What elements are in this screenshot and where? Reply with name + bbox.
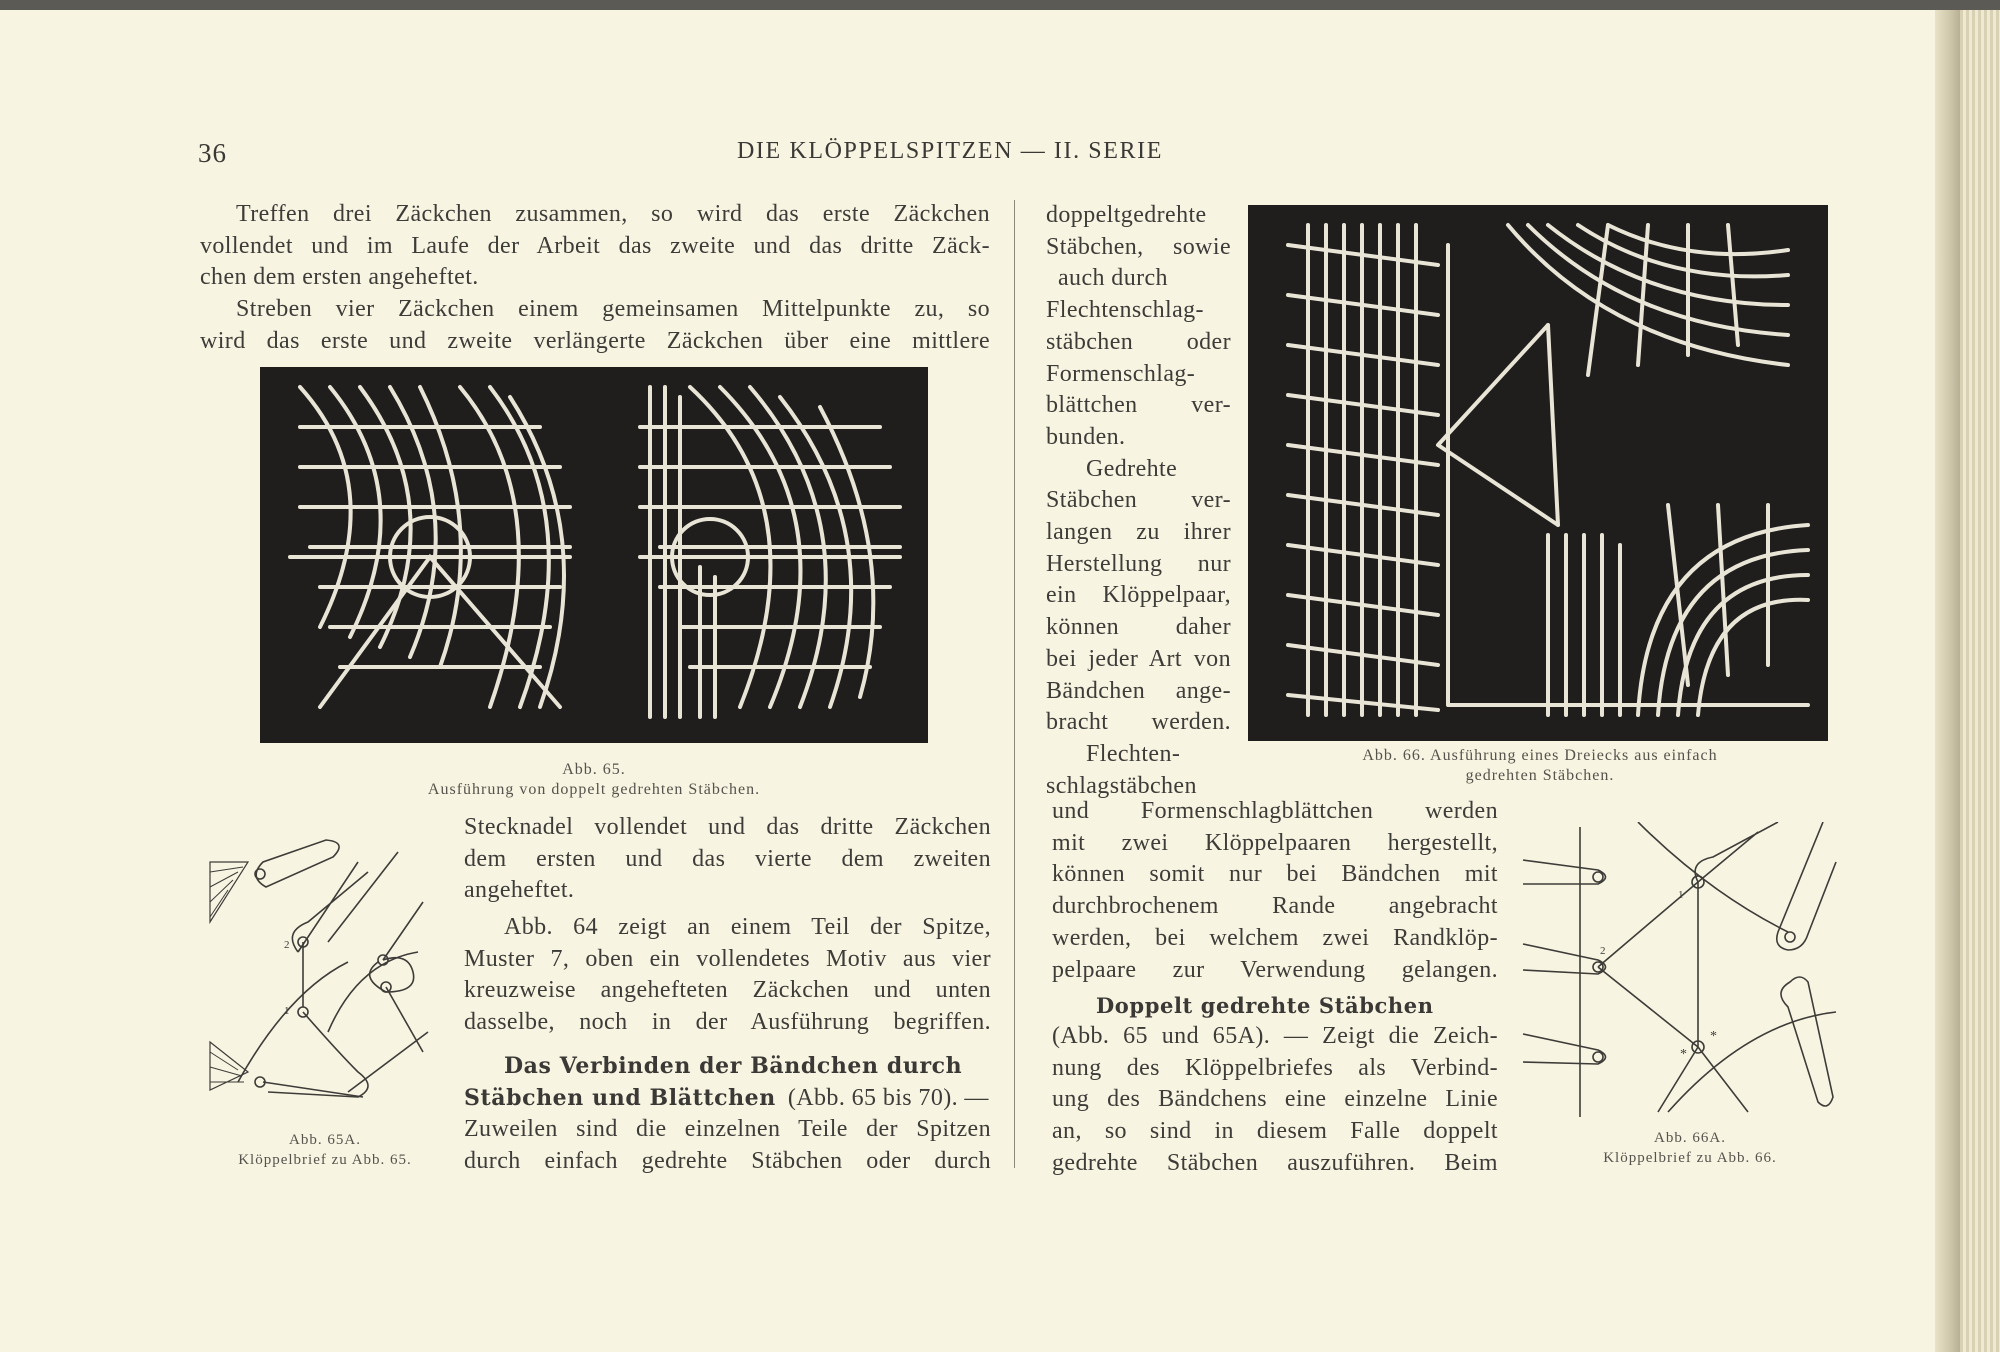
page-edges bbox=[1960, 10, 2000, 1352]
text-line: schlagstäbchen bbox=[1046, 772, 1197, 799]
text-line: Treffen drei Zäckchen zusammen, so wird das erste Zäckchen bbox=[236, 201, 990, 227]
caption-line: Ausführung von doppelt gedrehten Stäbchen. bbox=[427, 781, 761, 798]
text-line: bei jeder Art von bbox=[1046, 645, 1231, 672]
text-line: Herstellung nur bbox=[1046, 550, 1231, 577]
text-line: Stäbchen ver- bbox=[1046, 487, 1231, 514]
section-heading-doppelt: Doppelt gedrehte Stäbchen bbox=[1096, 993, 1434, 1018]
para-4 bbox=[464, 912, 991, 1039]
text-line: bracht werden. bbox=[1046, 709, 1231, 736]
heading-line: Stäbchen und Blättchen bbox=[464, 1085, 776, 1111]
figure-66a-diagram bbox=[1518, 822, 1838, 1124]
text-line: Flechtenschlag- bbox=[1046, 297, 1204, 324]
text-line: (Abb. 65 und 65A). — Zeigt die Zeich- bbox=[1052, 1023, 1498, 1049]
text-line: mit zwei Klöppelpaaren hergestellt, bbox=[1052, 829, 1498, 856]
figure-65-photo bbox=[260, 367, 928, 743]
diagram-label: * bbox=[1680, 1047, 1687, 1062]
text-line: ein Klöppelpaar, bbox=[1046, 582, 1231, 609]
diagram-label: 1 bbox=[1678, 889, 1684, 901]
para-1 bbox=[200, 199, 990, 294]
text-line: ung des Bändchens eine einzelne Linie bbox=[1052, 1086, 1498, 1113]
text-line: angeheftet. bbox=[464, 877, 575, 904]
text-line: Gedrehte bbox=[1086, 455, 1178, 482]
text-line: können daher bbox=[1046, 614, 1231, 641]
caption-line: Abb. 65. bbox=[562, 761, 626, 778]
text-line: können somit nur bei Bändchen mit bbox=[1052, 861, 1498, 888]
text-line: gedrehte Stäbchen auszuführen. Beim bbox=[1052, 1149, 1498, 1176]
text-line: vollendet und im Laufe der Arbeit das zweite und das dritte Zäck- bbox=[200, 232, 990, 259]
text-line: durchbrochenem Rande angebracht bbox=[1052, 893, 1498, 920]
figure-65a-caption bbox=[205, 1130, 445, 1170]
diagram-label: * bbox=[1710, 1029, 1717, 1044]
text-line: Formenschlag- bbox=[1046, 360, 1196, 387]
text-line: kreuzweise angehefteten Zäckchen und unten bbox=[464, 977, 991, 1004]
text-line: werden, bei welchem zwei Randklöp- bbox=[1052, 924, 1498, 951]
caption-line: Abb. 66. Ausführung eines Dreiecks aus einfach bbox=[1362, 747, 1718, 764]
heading-line: Das Verbinden der Bändchen durch bbox=[504, 1053, 963, 1079]
text-line: pelpaare zur Verwendung gelangen. bbox=[1052, 956, 1498, 983]
text-line: Abb. 64 zeigt an einem Teil der Spitze, bbox=[504, 914, 991, 940]
text-line: Streben vier Zäckchen einem gemeinsamen Mittelpunkte zu, so bbox=[236, 296, 990, 322]
text-line: Stäbchen, sowie bbox=[1046, 233, 1231, 260]
text-line: doppeltgedrehte bbox=[1046, 202, 1207, 228]
caption-line: gedrehten Stäbchen. bbox=[1465, 767, 1615, 784]
text-line: langen zu ihrer bbox=[1046, 519, 1231, 546]
right-narrow-text bbox=[1046, 200, 1231, 802]
text-line: stäbchen oder bbox=[1046, 328, 1231, 355]
heading-tail: (Abb. 65 bis 70). — bbox=[787, 1085, 989, 1111]
column-divider bbox=[1014, 200, 1015, 1168]
page-number: 36 bbox=[198, 138, 227, 168]
text-line: bunden. bbox=[1046, 423, 1126, 450]
section-heading-verbinden bbox=[464, 1050, 991, 1117]
text-line: wird das erste und zweite verlängerte Zäckchen über eine mittlere bbox=[200, 327, 990, 354]
running-title: DIE KLÖPPELSPITZEN — II. SERIE bbox=[737, 138, 1163, 164]
caption-line: Klöppelbrief zu Abb. 66. bbox=[1603, 1150, 1777, 1166]
para-5 bbox=[464, 1114, 991, 1177]
para-2 bbox=[200, 294, 990, 357]
figure-66-photo bbox=[1248, 205, 1828, 741]
text-line: blättchen ver- bbox=[1046, 392, 1231, 419]
text-line: chen dem ersten angeheftet. bbox=[200, 264, 479, 291]
diagram-label: 1 bbox=[284, 1005, 290, 1017]
text-line: Bändchen ange- bbox=[1046, 677, 1231, 704]
text-line: und Formenschlagblättchen werden bbox=[1052, 798, 1498, 824]
right-mid-text bbox=[1052, 796, 1498, 986]
page-fold bbox=[1935, 10, 1960, 1352]
text-line: Zuweilen sind die einzelnen Teile der Spitzen bbox=[464, 1116, 991, 1142]
text-line: dem ersten und das vierte dem zweiten bbox=[464, 845, 991, 872]
caption-line: Klöppelbrief zu Abb. 65. bbox=[238, 1152, 412, 1168]
caption-line: Abb. 66A. bbox=[1654, 1130, 1726, 1146]
figure-65a-diagram bbox=[208, 832, 438, 1118]
caption-line: Abb. 65A. bbox=[289, 1132, 361, 1148]
text-line: an, so sind in diesem Falle doppelt bbox=[1052, 1118, 1498, 1145]
diagram-label: 2 bbox=[1600, 945, 1606, 957]
figure-66-caption bbox=[1300, 746, 1780, 786]
right-end-text bbox=[1052, 1021, 1498, 1180]
figure-65-caption bbox=[260, 760, 928, 800]
text-line: nung des Klöppelbriefes als Verbind- bbox=[1052, 1054, 1498, 1081]
text-line: durch einfach gedrehte Stäbchen oder durch bbox=[464, 1147, 991, 1174]
figure-66a-caption bbox=[1540, 1128, 1840, 1168]
text-line: dasselbe, noch in der Ausführung begriffen. bbox=[464, 1009, 991, 1036]
para-3 bbox=[464, 812, 991, 907]
diagram-label: 2 bbox=[284, 939, 290, 951]
text-line: Muster 7, oben ein vollendetes Motiv aus vier bbox=[464, 945, 991, 972]
text-line: Stecknadel vollendet und das dritte Zäckchen bbox=[464, 814, 991, 840]
text-line: Flechten- bbox=[1086, 740, 1181, 767]
text-line: auch durch bbox=[1058, 265, 1168, 292]
